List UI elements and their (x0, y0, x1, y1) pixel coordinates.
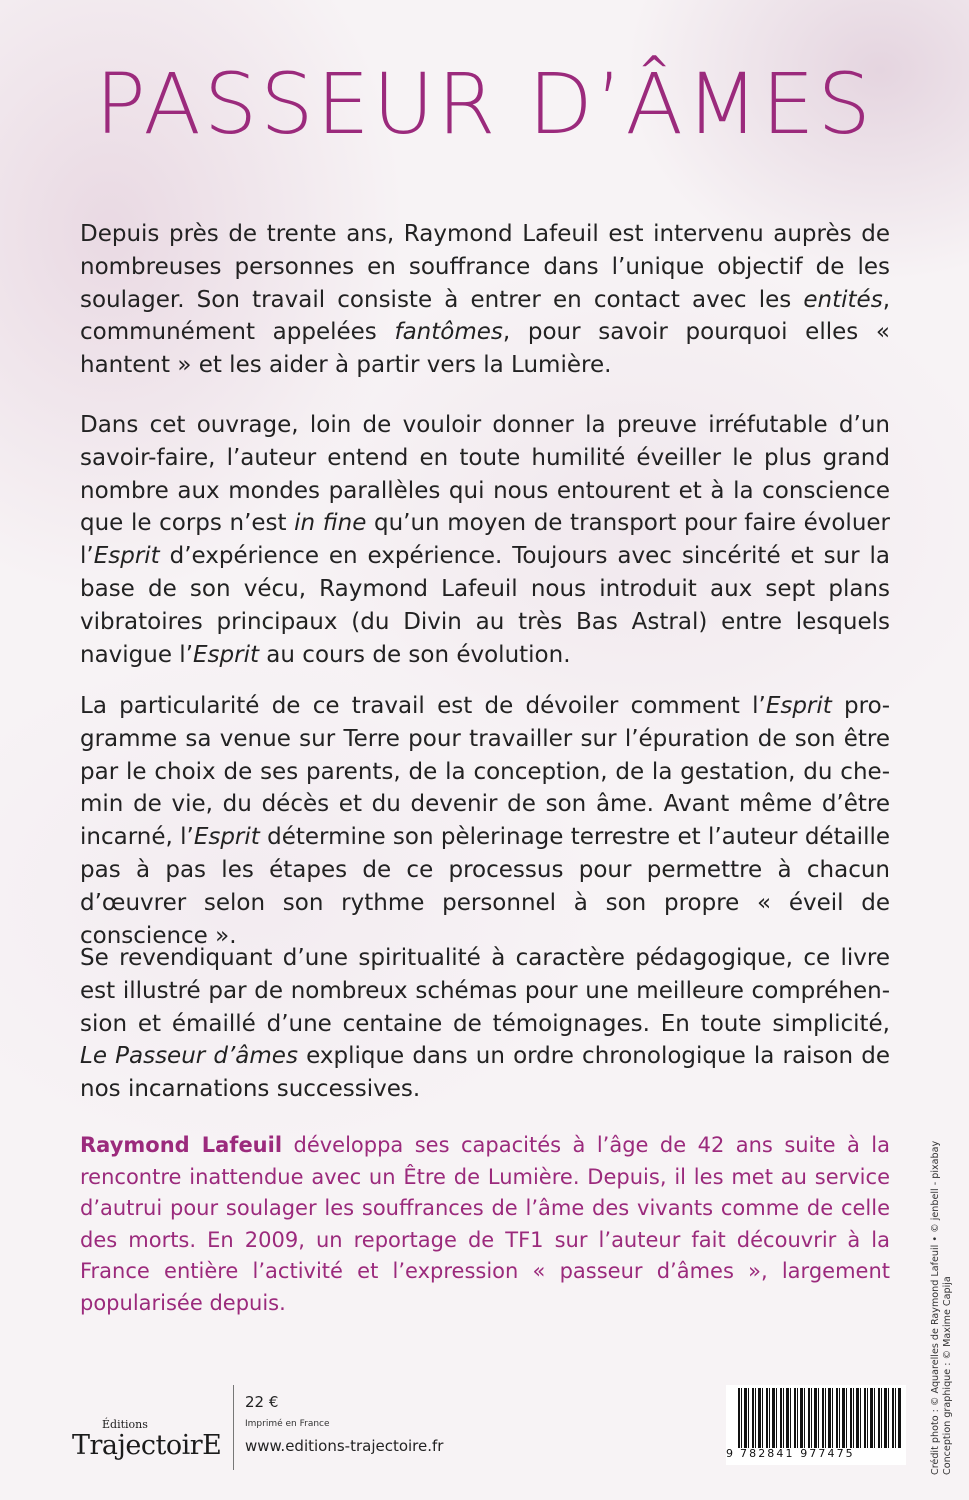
isbn-barcode (726, 1385, 906, 1465)
blurb-paragraph-4 (80, 942, 890, 1106)
text-run: programme sa venue sur Terre pour travailler sur l’épuration de son être par le choix de ses parents, de la conception, de la gestation, du chemin de vie, du décès et du devenir de son âme. Avant même d’être incarné, l’ (80, 693, 890, 851)
divider (233, 1385, 234, 1470)
blurb-paragraph-1 (80, 218, 890, 382)
text-run: , pour savoir pourquoi elles « hantent » et les aider à partir vers la Lumière. (80, 319, 890, 379)
text-run: détermine son pèlerinage terrestre et l’auteur détaille pas à pas les étapes de ce processus pour permettre à chacun d’œuvrer selon son rythme personnel à son propre « éveil de conscience ». (80, 824, 891, 949)
blurb-paragraph-2 (80, 409, 890, 671)
book-title: PASSEUR D’ÂMES (95, 55, 874, 153)
italic-term: Esprit (193, 824, 260, 851)
publisher-logo-name: TrajectoirE (72, 1430, 222, 1461)
text-run: Se revendiquant d’une spiritualité à caractère pédagogique, ce livre est illustré par de nombreux schémas pour une meilleure compréhension et émaillé d’une centaine de témoignages. En toute simplicité, (80, 945, 890, 1037)
text-run: au cours de son évolution. (259, 641, 571, 668)
italic-term: Esprit (193, 641, 259, 668)
price: 22 € (245, 1393, 279, 1411)
italic-term: Esprit (93, 543, 160, 570)
barcode-first-digit: 9 (726, 1447, 733, 1460)
printed-in: Imprimé en France (245, 1419, 330, 1429)
text-run: d’expérience en expérience. Toujours avec sincérité et sur la base de son vécu, Raymond Lafeuil nous introduit aux sept plans vibratoires principaux (du Divin au très Bas Astral) entre lesquels navigue l’ (80, 543, 890, 668)
italic-term: entités (803, 286, 883, 313)
text-run: qu’un moyen de transport pour faire évoluer l’ (80, 510, 890, 570)
italic-term: in fine (294, 510, 367, 537)
text-run: Dans cet ouvrage, loin de vouloir donner la preuve irréfutable d’un savoir-faire, l’auteur entend en toute humilité éveiller le plus grand nombre aux mondes parallèles qui nous entourent et à la conscience que le corps n’est (80, 412, 890, 537)
text-run: Depuis près de trente ans, Raymond Lafeuil est intervenu auprès de nombreuses personnes en souffrance dans l’unique objectif de les soulager. Son travail consiste à entrer en contact avec les (80, 221, 890, 313)
publisher-logo-small: Éditions (102, 1418, 148, 1431)
publisher-website: www.editions-trajectoire.fr (245, 1437, 444, 1455)
photo-credits (930, 1095, 954, 1475)
text-run: La particularité de ce travail est de dévoiler comment l’ (80, 693, 766, 719)
blurb-paragraph-3 (80, 690, 890, 952)
text-run: , communément appelées (80, 286, 890, 346)
italic-term: Esprit (765, 693, 832, 719)
publisher-logo (72, 1418, 222, 1466)
text-run: explique dans un ordre chronologique la raison de nos incarnations successives. (80, 1043, 891, 1103)
italic-term: Le Passeur d’âmes (80, 1043, 298, 1070)
credit-line-1: Crédit photo : © Aquarelles de Raymond Lafeuil • © jenbell - pixabay (930, 1140, 941, 1475)
italic-term: fantômes (394, 319, 503, 346)
barcode-bars (738, 1388, 902, 1448)
barcode-digits: 782841 977475 (740, 1447, 855, 1460)
author-bio (80, 1130, 890, 1319)
author-bio-text: développa ses capacités à l’âge de 42 ans suite à la rencontre inattendue avec un Être de Lumière. Depuis, il les met au service d’autrui pour soulager les souffrances de l’âme des vivants comme de celle des morts. En 2009, un reportage de TF1 sur l’auteur fait découvrir à la France entière l’activité et l’expression « passeur d’âmes », largement popularisée depuis. (80, 1133, 891, 1315)
author-name: Raymond Lafeuil (80, 1133, 283, 1157)
credit-line-2: Conception graphique : © Maxime Capija (942, 1276, 953, 1475)
